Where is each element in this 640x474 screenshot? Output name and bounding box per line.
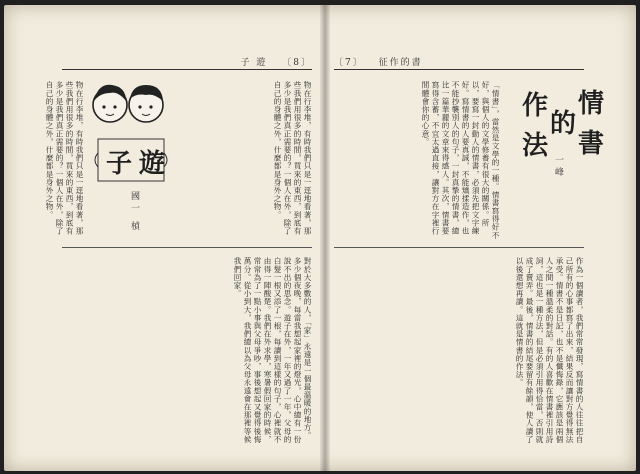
right-divider <box>334 247 584 248</box>
right-lower-text: 作為一個讀者，我們常常發現，寫情書的人往往把自己所有的心事都寫了出來，結果反而讓對方覺得無法承受。情書不是日記，也不是懺悔錄，它應該是兩個人之間一種溫柔的對話。有的人喜歡在情書裡引用詩詞，這也是一種方法，但是必須引用得恰當，否則就成了賣弄。最後，情書的結尾要留有餘韻，使人讀了以後還想再讀。這就是情書的作法。 <box>515 257 584 444</box>
right-upper-text: 「情書」，當然是文學的一種。情書寫得好不好，與個人的文學修養有很大的關係。所以，要寫一封動人的情書，必須先把文字練好。寫情書的人要真誠，不能矯揉造作，也不能抄襲別人的句子，一封真摯的情書，總比一篇華麗的文章來得感人。其次，情書要寫得含蓄，不宜太過直接，讓對方在字裡行間體會你的心意。 <box>421 81 500 240</box>
right-page-number: 〔7〕 <box>334 58 364 68</box>
left-title-char-2: 子 <box>106 149 133 179</box>
left-divider <box>62 247 312 248</box>
right-author: 一峰 <box>553 155 563 179</box>
right-title-char-5: 法 <box>522 131 549 161</box>
magazine-spread <box>4 5 636 471</box>
page-gutter <box>320 5 330 471</box>
right-page-header <box>334 55 584 70</box>
left-page-header <box>62 55 312 70</box>
left-title-char-1: 遊 <box>139 149 166 179</box>
left-page-number: 〔8〕 <box>282 58 312 68</box>
left-lower-text: 對於大多數的人，「家」永遠是一個最溫暖的地方。多少個夜晚，每當我想起家裡的燈光，心中總有一份說不出的思念。遊子在外，一年又過了一年，父母的白髮一根又添了一根，每讀到這樣的句子，心裡就不由得一陣酸楚。我們在外求學，寒暑假回家的時候，常常為了一點小事與父母爭吵，事後想起又覺得後悔萬分。從小到大，我們總以為父母永遠會在那裡等候我們回家。 <box>233 257 312 444</box>
left-header-title: 子 遊 <box>240 58 268 68</box>
children-illustration <box>88 77 168 127</box>
left-author: 國一 楨 <box>129 191 139 233</box>
right-title-char-2: 書 <box>578 129 605 159</box>
left-upper-text: 物在行李堆，有時我們只是一逕地看著，那些我們用很多的時間，買來的東西，到底有多少是我們真正需要的？一個人在外，除了自己的身體之外，什麼都是身外之物。 <box>273 81 312 235</box>
right-title-char-3: 的 <box>550 109 577 139</box>
right-header-title: 征作的書 <box>378 58 423 68</box>
left-upper-margin-text: 物在行李堆，有時我們只是一逕地看著，那些我們用很多的時間，買來的東西，到底有多少是我們真正需要的？一個人在外，除了自己的身體之外，什麼都是身外之物。 <box>45 81 84 235</box>
right-title-char-4: 作 <box>522 91 549 121</box>
right-title-char-1: 情 <box>578 89 605 119</box>
